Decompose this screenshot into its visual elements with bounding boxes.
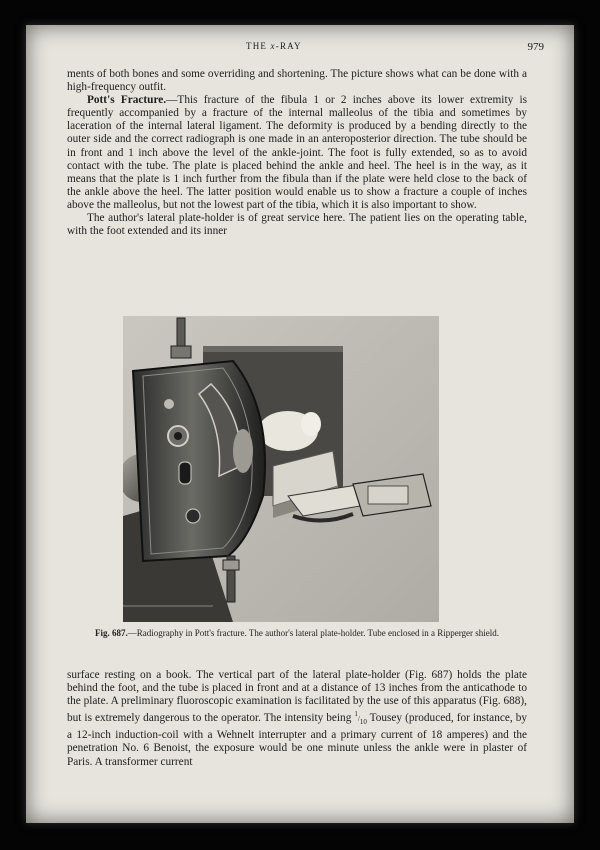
body-text-top	[67, 68, 527, 238]
section-text: —This fracture of the fibula 1 or 2 inches above its lower extremity is frequently accompanied by a fracture of the internal malleolus of the tibia and sometimes by laceration of the internal lateral ligament. The deformity is produced by a bending directly to the outer side and the correct radiograph is one made in an anteroposterior direction. The tube should be in front and 1 inch above the level of the ankle-joint. The foot is fully extended, so as to avoid contact with the tube. The plate is placed behind the ankle and heel. The heel is in the way, as it means that the plate is 1 inch further from the fibula than if the plate were held close to the back of the ankle above the heel. The latter position would enable us to show a fracture a couple of inches above the malleolus, but not the lowest part of the tibia, which it is also important to show.	[67, 94, 527, 211]
potts-fracture-paragraph	[67, 94, 527, 212]
page-number: 979	[527, 41, 544, 53]
running-head-prefix: THE	[246, 41, 271, 51]
book-page	[26, 25, 574, 823]
running-head-italic: x	[270, 41, 276, 51]
figure-label: Fig. 687.	[94, 628, 128, 638]
figure-caption	[67, 628, 527, 639]
section-heading: Pott's Fracture.	[87, 94, 167, 107]
plate-holder-photo	[123, 316, 439, 622]
bottom-text-before: surface resting on a book. The vertical part of the lateral plate-holder (Fig. 687) holds the plate behind the foot, and the tube is placed in front and at a distance of 13 inches from the anticathode to the plate. A preliminary fluoroscopic examination is facilitated by the use of this apparatus (Fig. 688), but is extremely dangerous to the operator. The intensity being	[67, 669, 527, 725]
figure-caption-text: —Radiography in Pott's fracture. The author's lateral plate-holder. Tube enclosed in a Ripperger shield.	[127, 628, 500, 638]
body-text-bottom	[67, 669, 527, 769]
fraction-numerator: 1	[354, 710, 358, 719]
figure-photograph	[123, 316, 439, 622]
continuation-paragraph: ments of both bones and some overriding and shortening. The picture shows what can be done with a high-frequency outfit.	[67, 68, 527, 94]
bottom-text-after: Tousey (produced, for instance, by a 12-inch induction-coil with a Wehnelt interrupter and a primary current of 18 amperes) and the penetration No. 6 Benoist, the exposure would be one minute unless the ankle were in plaster of Paris. A transformer current	[67, 712, 527, 768]
running-head	[66, 41, 544, 55]
running-head-suffix: -RAY	[275, 41, 302, 51]
author-paragraph: The author's lateral plate-holder is of great service here. The patient lies on the operating table, with the foot extended and its inner	[67, 212, 527, 238]
fraction-denominator: 10	[359, 718, 367, 727]
bottom-paragraph: surface resting on a book. The vertical part of the lateral plate-holder (Fig. 687) holds the plate behind the foot, and the tube is placed in front and at a distance of 13 inches from the anticathode to the plate. A preliminary fluoroscopic examination is facilitated by the use of this apparatus (Fig. 688), but is extremely dangerous to the operator. The intensity being $^1/_{10}$ Tousey (produced, for instance, by a 12-inch induction-coil with a Wehnelt interrupter and a primary current of 18 amperes) and the penetration No. 6 Benoist, the exposure would be one minute unless the ankle were in plaster of Paris. A transformer current	[67, 669, 527, 768]
running-head-title	[246, 41, 302, 51]
